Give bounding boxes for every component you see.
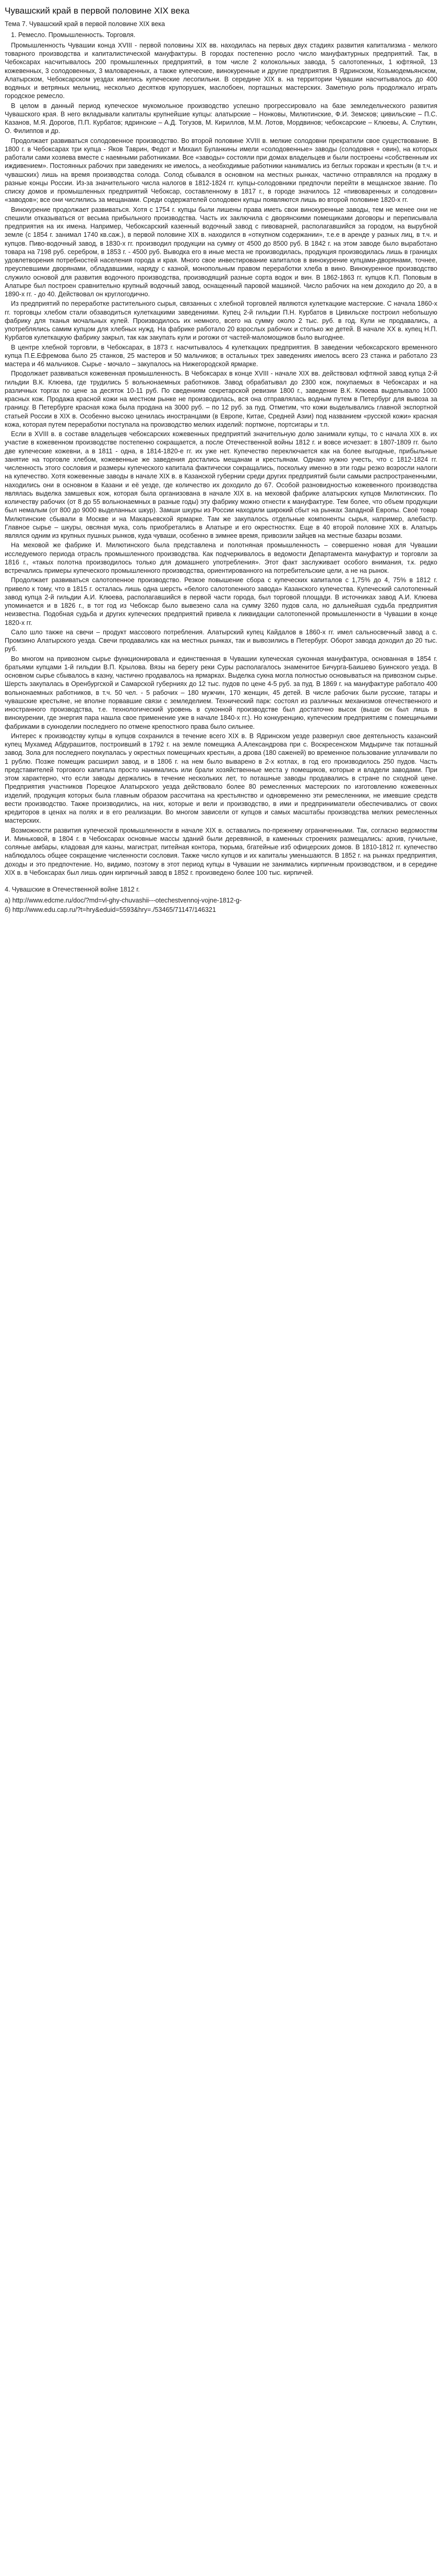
paragraph: Винокурение продолжает развиваться. Хотя с 1754 г. купцы были лишены права иметь свои винокуренные заводы, тем не менее они не спешили отказываться от весьма прибыльного производства. Часть их заключила с дворянскими помещиками договоры и переписывала предприятия на их имена. Например, Чебоксарский казенный водочный завод с пивоварней, располагавшийся за городом, на вырубной земле (с 1854 г. занимал 1740 кв.саж.), в первой половине XIX в. находился в «откупном содержании», т.е.е в аренде у разных лиц, в т.ч. и купцов. Пиво-водочный завод, в 1830-х гг. производил продукции на сумму от 4500 до 8500 руб. В 1842 г. на этом заводе было выработано товара на 7198 руб. серебром, в 1853 г. - 4500 руб. Выводка его в иные места не производилась, продукция производилась лишь в границах удовлетворения потребностей населения города и края. Много свое инвестирование капиталов в винокурение купцами-дворянами, точнее, преуспевшими дворянами, обладавшими, наряду с казной, монопольным правом переработки хлеба в вино. Винокуренное производство служило основой для развития водочного производства, производящий разные сорта водок и вин. В 1862-1863 гг. купцов К.П. Поповым в Алатыре был построен сравнительно крупный водочный завод, оснащенный паровой машиной. Число рабочих на нем доходило до 20, а в 1890-х гг. - до 40. Действовал он круглогодично.	[5, 206, 437, 298]
paragraph: Продолжает развиваться солодовенное производство. Во второй половине XVIII в. мелкие солодовни прекратили свое существование. В 1800 г. в Чебоксарах три купца - Яков Таврин, Федот и Михаил Буланкины имели «солодовенные» заводы (солодовня + овин), на которых работали сами хозяева вместе с наемными работниками. Все «заводы» состояли при домах владельцев и были построены «собственным их иждивением». Постоянных рабочих при заведениях не имелось, а необходимые работники нанимались из беглых горожан и крестьян (в т.ч. и чувашских) лишь на время производства солода. Солод сбывался в основном на местных рынках, частично отправлялся на продажу в разные концы России. Из-за значительного числа налогов в 1812-1824 гг. купцы-солодовники предпочли перейти в мещанское звание. По списку домов и промышленных предприятий Чебоксар, составленному в 1817 г., в городе значилось 12 «пивоваренных и солодовни» «заводов»; все они числились за мещанами. Среди содержателей солодовен купцы появляются лишь во второй половине 1820-х гг.	[5, 137, 437, 204]
footer-section-heading: 4. Чувашские в Отечественной войне 1812 г.	[5, 886, 140, 894]
reference-links	[5, 896, 437, 914]
paragraph: Интерес к производству купцы в купцов сохранился в течение всего XIX в. В Ядринском уезде развернул свое деятельность казанский купец Мухамед Абдурашитов, построивший в 1792 г. на земле помещика А.Александрова при с. Воскресенском Мидыриче так поташный завод. Зола для последнего покупалась у окрестных помещичьих крестьян, а дрова (180 саженей) во временное пользование уплачивали по 1 рублю. Позже помещик расширил завод, и в 1806 г. на нем было выварено в 2-х котлах, в год его производилось 250 пудов. Часть представителей торгового капитала просто нанимались или брали хозяйственные места у помещиков, которые и владели заводами. При этом характерно, что если заводы держались в течение нескольких лет, то поташные заводы продавались в стране по сходной цене. Предприятия участников Порецкое Алатырского уезда действовало более 80 ремесленных мастерских по изготовлению кожевенных изделий, продукция которых была главным образом рассчитана на крестьянство и одновременно эти ремесленники, не имевшие средств вести производство. Также производились, на них, которые и вели и производство, в ими и предприниматели обеспечивались от своих кредиторов в ценах на полях и в его реализации. Во многом зависели от купцов и самых масштабы производства мелких ремесленных мастерских.	[5, 732, 437, 825]
paragraph: Возможности развития купеческой промышленности в начале XIX в. оставались по-прежнему ограниченными. Так, согласно ведомостям И. Миньковой, в 1804 г. в Чебоксарах основные массы зданий были деревянной, в каменных строениях размещались: архив, гучильне, соляные амбары, кладовая для казны, магистрат, питейная контора, тюрьма, бгатейные изб офицерских домов. В 1810-1812 гг. купечество наблюдалось общее сокращение численности сословия. Также число купцов и их капиталы уменьшаются. В 1852 г. на рынках предприятия, доходы и это предпочтение. Но, видимо, поэтому в этот период купцы в Чувашии не занимались кирпичным производством, и в середине XIX в. в Чебоксарах был лишь один кирпичный завод в 1852 г. произведено более 100 тыс. кирпичей.	[5, 826, 437, 876]
reference-link[interactable]: а) http://www.edcme.ru/doc/?md=vl-ghy-chuvashii---otechestvennoj-vojne-1812-g-	[5, 896, 242, 904]
article-body	[5, 41, 437, 877]
paragraph: Продолжает развиваться салотопенное производство. Резкое повышение сбора с купеческих капиталов с 1,75% до 4, 75% в 1812 г. привело к тому, что в 1815 г. осталась лишь одна шерсть «белого салотопенного завода» Казанского купечества. Купеческий салотопенный завод купца 2-й гильдии А.И. Клюева, располагавшийся в первой части города, был торговой площади. В источниках завод А.И. Клюева упоминается и в 1826 г., в тот год из Чебоксар было вывезено сала на сумму 3260 пудов сала, но дальнейшая судьба предприятия неизвестна. Подобная судьба и других купеческих предприятий привела к ликвидации салотопенной промышленности в Чувашии в конце 1820-х гг.	[5, 576, 437, 627]
reference-link[interactable]: б) http://www.edu.cap.ru/?t=hry&eduid=5593&hry=./53465/71147/146321	[5, 906, 216, 914]
topic-subtitle: Тема 7. Чувашский край в первой половине XIX века	[5, 20, 165, 28]
paragraph: Продолжает развиваться кожевенная промышленность. В Чебоксарах в конце XVIII - начале XIX вв. действовал юфтяной завод купца 2-й гильдии В.К. Клюева, где трудились 5 вольнонаемных работников. Завод обрабатывал до 2300 кож, покупаемых в Чебоксарах и на различных торгах по цене за десяток 10-11 руб. По сведениям секретарской ревизии 1800 г., заведение В.К. Клюева выделывало 1000 красных кож. Продажа красной кожи на местном рынке не производилась, вся она отправлялась водным путем в Петербург для вывоза за границу. В Петербурге красная кожа была продана на 3000 руб. – по 12 руб. за пуд. Отметим, что кожи выделывались главной экспортной статьей России в XIX в. Особенно высоко ценилась иностранцами (в Европе, Китае, Средней Азии) под названием «русской кожи» красная кожа, которая путем переработки поступала на производство мелких изделий: портмоне, портсигары и т.п.	[5, 370, 437, 428]
paragraph: Сало шло также на свечи – продукт массового потребления. Алатырский купец Кайдалов в 1860-х гг. имел сальносвечный завод а с. Промзино Алатырского уезда. Свечи продавались как на местных рынках, так и вывозились в Петербург. Оборот завода доходил до 20 тыс. руб.	[5, 628, 437, 653]
paragraph: Промышленность Чувашии конца XVIII - первой половины XIX вв. находилась на первых двух стадиях развития капитализма - мелкого товарного производства и капиталистической мануфактуры. В городах постепенно росло число мануфактурных предприятий. Так, в Чебоксарах насчитывалось 200 промышленных предприятий, в том числе 2 колокольных завода, 5 салотопенных, 1 юфтяной, 13 кожевенных, 3 солодовенных, 3 маловаренных, а также купеческие, винокуренные и другие предприятия. В Ядринском, Козьмодемьянском, Алатырском, Чебоксарском уездах имелись купеческие лесопильни. В середине XIX в. на территории Чувашии насчитывалось до 400 водяных и ветряных мельниц, несколько десятков крупорушек, маслобоен, порташных мастерских. Заметную роль продолжало играть городское ремесло.	[5, 41, 437, 100]
paragraph: В целом в данный период купеческое мукомольное производство успешно прогрессировало на базе земледельческого развития Чувашского края. В него вкладывали капиталы крупнейшие купцы: алатырские – Нонковы, Милютинские, Ф.И. Земсков; цивильские – П.С. Казанов, М.Я. Дорогов, П.П. Курбатов; ядринские – А.Д. Тогузов, М. Кириллов, М.М. Лотов, Мордвинов; чебоксарские – Клюевы, А. Слуткин, О. Филиппов и др.	[5, 102, 437, 135]
paragraph: Из предприятий по переработке растительного сырья, связанных с хлебной торговлей являются кулеткацкие мастерские. С начала 1860-х гг. торговцы хлебом стали обзаводиться кулеткацкими заведениями. Купец 2-й гильдии П.Н. Курбатов в Цивильске построил небольшую фабрику для тканья мочальных кулей. Производилось их немного, всего на сумму около 2 тыс. руб. в год. Кули не продавались, а употреблялись самим купцом для хлебных нужд. На фабрике работало 20 взрослых рабочих и столько же детей. В начале XX в. купец Н.П. Курбатов кулеткацкую фабрику закрыл, так как закупать кули и рогожи от частей-маломощиков было выгоднее.	[5, 300, 437, 342]
paragraph: Если в XVIII в. в составе владельцев чебоксарских кожевенных предприятий значительную долю занимали купцы, то с начала XIX в. их участие в кожевенном производстве постепенно сокращается, а после Отечественной войны 1812 г. и вовсе исчезает: в 1807-1809 гг. было две купеческие кожевни, а в 1811 - одна, в 1814-1820-е гг. их уже нет. Купечество переключается как на более выгодные, прибыльные занятие на торговле хлебом, кожевенные же заведения достались мещанам и крестьянам. Однако нужно учесть, что с 1812-1824 гг. численность этого сословия и размеры купеческого капитала фактически сокращались, поскольку именно в эти годы резко возросли налоги на купечество. Хотя кожевенные заводы в начале XIX в. в Казанской губернии среди других предприятий были самыми распространенными, находились они в основном в Казани и её уезде, где количество их доходило до 67. Особой разновидностью кожевенного производства являлась выделка замшевых кож, которая была организована в начале XIX в. на меховой фабрике алатырских купцов Милютинских. По количеству рабочих (от 8 до 55 вольнонаемных в разные годы) эту фабрику можно отнести к мануфактуре. Тем более, что объем продукции был немалым (от 800 до 9000 выделанных шкур). Замши шкуры из России находили широкий сбыт на рынках Западной Европы. Своё товар Милютинские сбывали в Москве и на Макарьевской ярмарке. Там же закупалось отдельные компоненты сырья, например, алебастр. Главное сырье – шкуры, овсяная мука, соль приобретались в Алатыре и его окрестностях. Еще в 40 второй половине XIX в. Алатырь являлся одним из крупных пушных рынков, куда чуваши, особенно в зимнее время, привозили зайцев на местные базары возами.	[5, 430, 437, 540]
section-heading: 1. Ремесло. Промышленность. Торговля.	[11, 31, 136, 39]
page-title: Чувашский край в первой половине XIX века	[5, 6, 189, 16]
paragraph: В центре хлебной торговли, в Чебоксарах, в 1873 г. насчитывалось 4 кулеткацких предприятия. В заведении чебоксарского временного купца П.Е.Ефремова было 25 станков, 25 мастеров и 50 мальчиков; в остальных трех заведениях имелось всего 23 станка и работало 23 мастера и 46 мальчиков. Сырье - мочало – закупалось на Нижегородской ярмарке.	[5, 343, 437, 368]
paragraph: На меховой же фабрике И. Милютинского была представлена и полотняная промышленность – совершенно новая для Чувашии исследуемого периода отрасль промышленного производства. Как подчеркивалось в ведомости Департамента мануфактур и торговли за 1816 г., «такых полотна производилось только для домашнего употребления». Этот факт заслуживает особого внимания, т.к. редко встречались примеры купеческого промышленного производства, ориентированного на потребительские цели, а не на рынок.	[5, 541, 437, 575]
paragraph: Во многом на привозном сырье функционировала и единственная в Чувашии купеческая суконная мануфактура, основанная в 1854 г. братьями купцами 1-й гильдии В.П. Крылова. Вязы на берегу реки Суры располагалось знаменитое Бичурга-Баишево Буинского уезда. В основном сырье сбывалось в казну, частично продавалось на ярмарках. Выделка сукна могла полностью основываться на привозном сырье. Шерсть закупалась в Оренбургской и Самарской губерниях до 12 тыс. пудов по цене 4-5 руб. за пуд. В 1869 г. на мануфактуре работало 400 вольнонаемных работников, в т.ч. 50 чел. - 5 рабочих – 180 мужчин, 170 женщин, 45 детей. В числе рабочих были русские, татары и чувашские крестьяне, не вполне порвавшие связи с земледелием. Технический парк: состоял из различных механизмов отечественного и иностранного производства, т.е. технологический уровень в суконной производстве был достаточно высок (выше он был лишь в винокурении, где энергия пара нашла свое применение уже в начале 1840-х гг.). Но конкуренцию, купеческим предприятиям с помещичьими фабриками в сукноделии последнего по отмене крепостного права было сильнее.	[5, 655, 437, 730]
document-page	[0, 0, 442, 920]
